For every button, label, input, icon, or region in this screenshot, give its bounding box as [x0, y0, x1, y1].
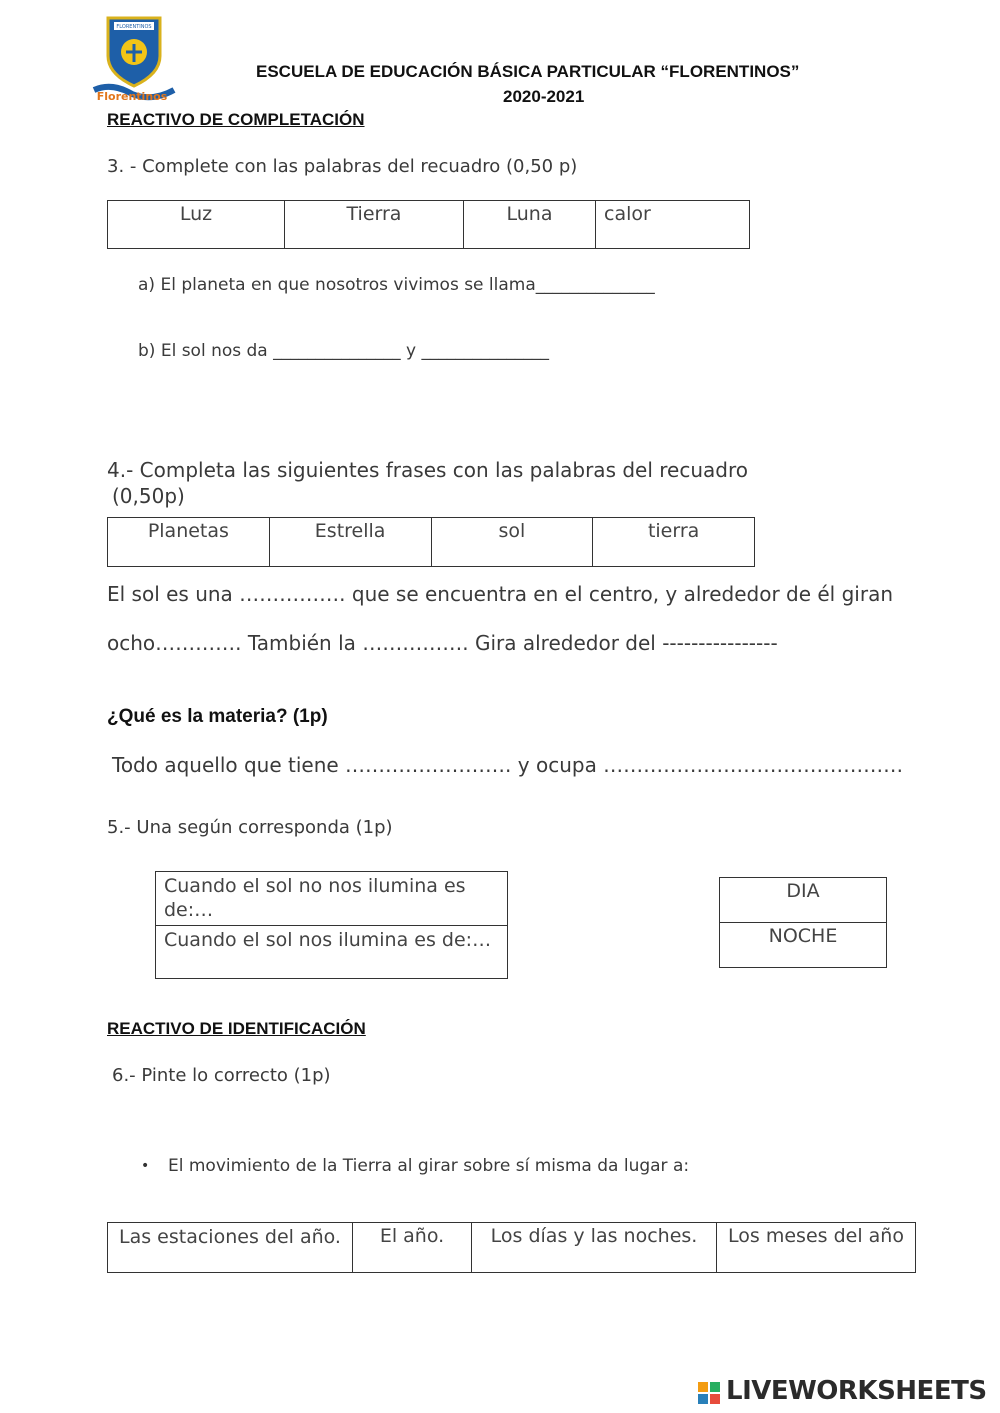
q4-prompt: 4.- Completa las siguientes frases con las palabras del recuadro	[107, 458, 748, 482]
match-left-item[interactable]: Cuando el sol no nos ilumina es de:…	[156, 872, 508, 926]
q6-prompt: 6.- Pinte lo correcto (1p)	[112, 1065, 331, 1086]
q4-sentence-1[interactable]: El sol es una ……………. que se encuentra en el centro, y alrededor de él giran	[107, 582, 894, 606]
school-logo	[92, 14, 176, 106]
liveworksheets-icon	[698, 1382, 720, 1404]
match-right-item[interactable]: NOCHE	[720, 923, 887, 968]
q5-left-box	[155, 871, 508, 979]
word-cell: tierra	[593, 518, 755, 567]
q3-item-b[interactable]: b) El sol nos da _______________ y _______________	[138, 341, 549, 361]
bullet-icon: •	[141, 1158, 150, 1174]
option-cell[interactable]: Los meses del año	[717, 1223, 916, 1273]
word-cell: Planetas	[108, 518, 270, 567]
q3-word-box	[107, 200, 750, 249]
option-cell[interactable]: Los días y las noches.	[472, 1223, 717, 1273]
word-cell: sol	[431, 518, 593, 567]
q4-sentence-2[interactable]: ocho…………. También la ……………. Gira alrededor del ----------------	[107, 631, 778, 655]
q4-word-box	[107, 517, 755, 567]
svg-text:Florentinos: Florentinos	[96, 90, 168, 103]
match-left-item[interactable]: Cuando el sol nos ilumina es de:…	[156, 926, 508, 979]
section-title-identificacion: REACTIVO DE IDENTIFICACIÓN	[107, 1019, 366, 1038]
option-cell[interactable]: El año.	[353, 1223, 472, 1273]
school-name: ESCUELA DE EDUCACIÓN BÁSICA PARTICULAR “FLORENTINOS”	[256, 62, 800, 81]
word-cell: Luz	[108, 201, 285, 249]
q3-item-a[interactable]: a) El planeta en que nosotros vivimos se llama______________	[138, 275, 655, 295]
materia-answer[interactable]: Todo aquello que tiene ……………………. y ocupa ………………………………………	[112, 753, 904, 777]
word-cell: Luna	[464, 201, 596, 249]
q6-statement: El movimiento de la Tierra al girar sobre sí misma da lugar a:	[168, 1156, 690, 1176]
q6-options-box	[107, 1222, 916, 1273]
q3-prompt: 3. - Complete con las palabras del recuadro (0,50 p)	[107, 156, 578, 177]
svg-text:FLORENTINOS: FLORENTINOS	[116, 24, 152, 30]
liveworksheets-text: LIVEWORKSHEETS	[726, 1376, 987, 1406]
school-year: 2020-2021	[503, 87, 585, 106]
word-cell: Estrella	[269, 518, 431, 567]
option-cell[interactable]: Las estaciones del año.	[108, 1223, 353, 1273]
materia-question: ¿Qué es la materia? (1p)	[107, 706, 328, 727]
match-right-item[interactable]: DIA	[720, 878, 887, 923]
q5-prompt: 5.- Una según corresponda (1p)	[107, 817, 393, 838]
q4-points: (0,50p)	[112, 484, 185, 508]
word-cell: Tierra	[285, 201, 464, 249]
liveworksheets-brand	[698, 1378, 994, 1408]
q5-right-box	[719, 877, 887, 968]
word-cell: calor	[596, 201, 750, 249]
section-title-completacion: REACTIVO DE COMPLETACIÓN	[107, 110, 365, 129]
